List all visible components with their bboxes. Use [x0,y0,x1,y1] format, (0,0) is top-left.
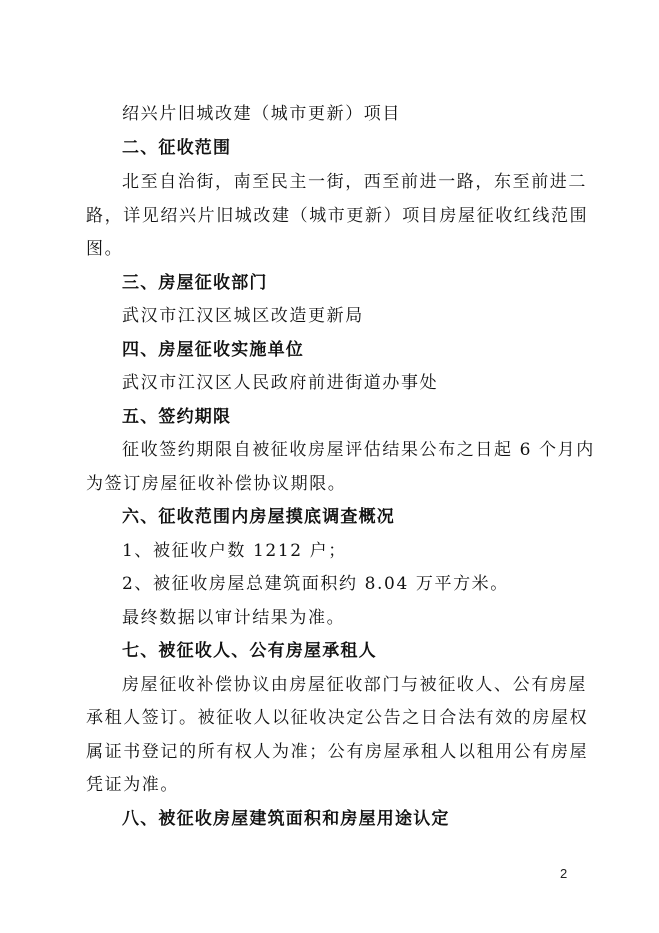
paragraph-line: 房屋征收补偿协议由房屋征收部门与被征收人、公有房屋 [122,675,587,695]
section-heading-expropriated-persons: 七、被征收人、公有房屋承租人 [122,641,377,661]
paragraph-line: 路，详见绍兴片旧城改建（城市更新）项目房屋征收红线范围 [86,206,589,226]
section-heading-scope: 二、征收范围 [122,138,232,158]
section-heading-survey: 六、征收范围内房屋摸底调查概况 [122,507,395,527]
paragraph-line: 武汉市江汉区城区改造更新局 [122,306,364,326]
section-heading-department: 三、房屋征收部门 [122,273,268,293]
paragraph-line: 承租人签订。被征收人以征收决定公告之日合法有效的房屋权 [86,708,589,728]
list-item: 2、被征收房屋总建筑面积约 8.04 万平方米。 [122,574,509,594]
section-heading-building-area: 八、被征收房屋建筑面积和房屋用途认定 [122,809,450,829]
paragraph-line: 属证书登记的所有权人为准；公有房屋承租人以租用公有房屋 [86,742,589,762]
paragraph-line: 武汉市江汉区人民政府前进街道办事处 [122,373,439,393]
paragraph-line: 最终数据以审计结果为准。 [122,608,346,628]
section-heading-implementing-unit: 四、房屋征收实施单位 [122,340,304,360]
paragraph-line: 凭证为准。 [86,775,179,795]
project-name-line: 绍兴片旧城改建（城市更新）项目 [122,104,401,124]
section-heading-signing-period: 五、签约期限 [122,407,232,427]
list-item: 1、被征收户数 1212 户； [122,541,347,561]
paragraph-line: 图。 [86,239,124,259]
paragraph-line: 北至自治街，南至民主一街，西至前进一路，东至前进二 [122,172,587,192]
page-number: 2 [560,866,568,881]
paragraph-line: 征收签约期限自被征收房屋评估结果公布之日起 6 个月内 [122,440,595,460]
paragraph-line: 为签订房屋征收补偿协议期限。 [86,474,347,494]
